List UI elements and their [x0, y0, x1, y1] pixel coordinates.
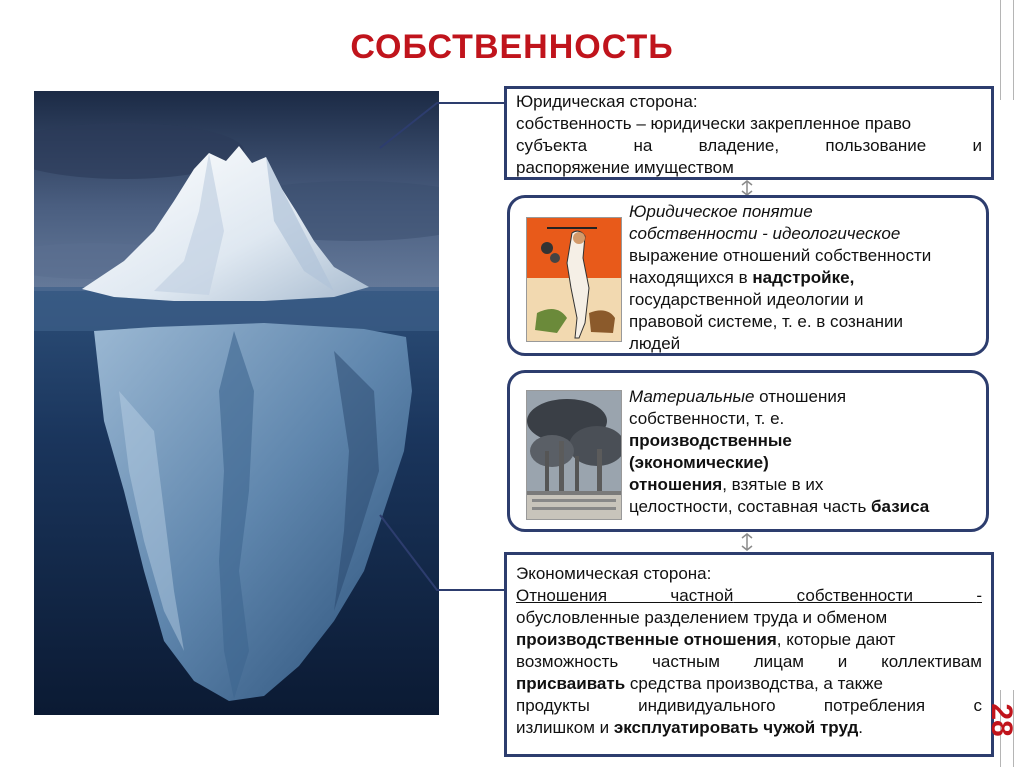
material-line-2: собственности, т. е.: [629, 409, 785, 428]
economic-heading: Экономическая сторона:: [516, 564, 712, 583]
iceberg-image: [34, 91, 439, 715]
material-line-5: отношения, взятые в их: [629, 475, 824, 494]
ideological-line-5: государственной идеологии и: [629, 290, 864, 309]
material-line-6: целостности, составная часть базиса: [629, 497, 930, 516]
economic-line-7: излишком и эксплуатировать чужой труд.: [516, 718, 864, 737]
ideological-line-3: выражение отношений собственности: [629, 246, 932, 265]
economic-line-1: Отношения частной собственности -: [516, 586, 982, 605]
factory-smokestacks-photo-icon: [526, 390, 622, 520]
economic-line-2: обусловленные разделением труда и обменом: [516, 608, 888, 627]
page-title: СОБСТВЕННОСТЬ: [350, 28, 674, 66]
economic-line-4: возможность частным лицам и коллективам: [516, 652, 982, 671]
page-number: 28: [985, 703, 1018, 737]
economic-line-3: производственные отношения, которые дают: [516, 630, 896, 649]
material-relations-box: [507, 370, 989, 532]
arrow-material-economic-icon: [737, 533, 757, 551]
material-line-4: (экономические): [629, 453, 769, 472]
economic-line-5: присваивать средства производства, а также: [516, 674, 883, 693]
legal-heading: Юридическая сторона:: [516, 92, 698, 111]
ideological-text: [629, 201, 980, 355]
lady-justice-illustration-icon: [526, 217, 622, 342]
legal-side-box: [504, 86, 994, 180]
legal-line-2: субъекта на владение, пользование и: [516, 136, 982, 155]
ideological-concept-box: [507, 195, 989, 356]
material-line-1: Материальные отношения: [629, 387, 847, 406]
ideological-line-4: находящихся в надстройке,: [629, 268, 855, 287]
ideological-italic-2: собственности - идеологическое: [629, 224, 901, 243]
arrow-legal-ideology-icon: [737, 180, 757, 196]
economic-side-box: [504, 552, 994, 757]
ideological-italic-1: Юридическое понятие: [629, 202, 813, 221]
economic-line-6: продукты индивидуального потребления с: [516, 696, 982, 715]
material-text: [629, 386, 980, 518]
legal-line-1: собственность – юридически закрепленное право: [516, 114, 912, 133]
ideological-line-6: правовой системе, т. е. в сознании: [629, 312, 904, 331]
material-line-3: производственные: [629, 431, 792, 450]
legal-line-3: распоряжение имуществом: [516, 158, 734, 177]
ideological-line-7: людей: [629, 334, 681, 353]
